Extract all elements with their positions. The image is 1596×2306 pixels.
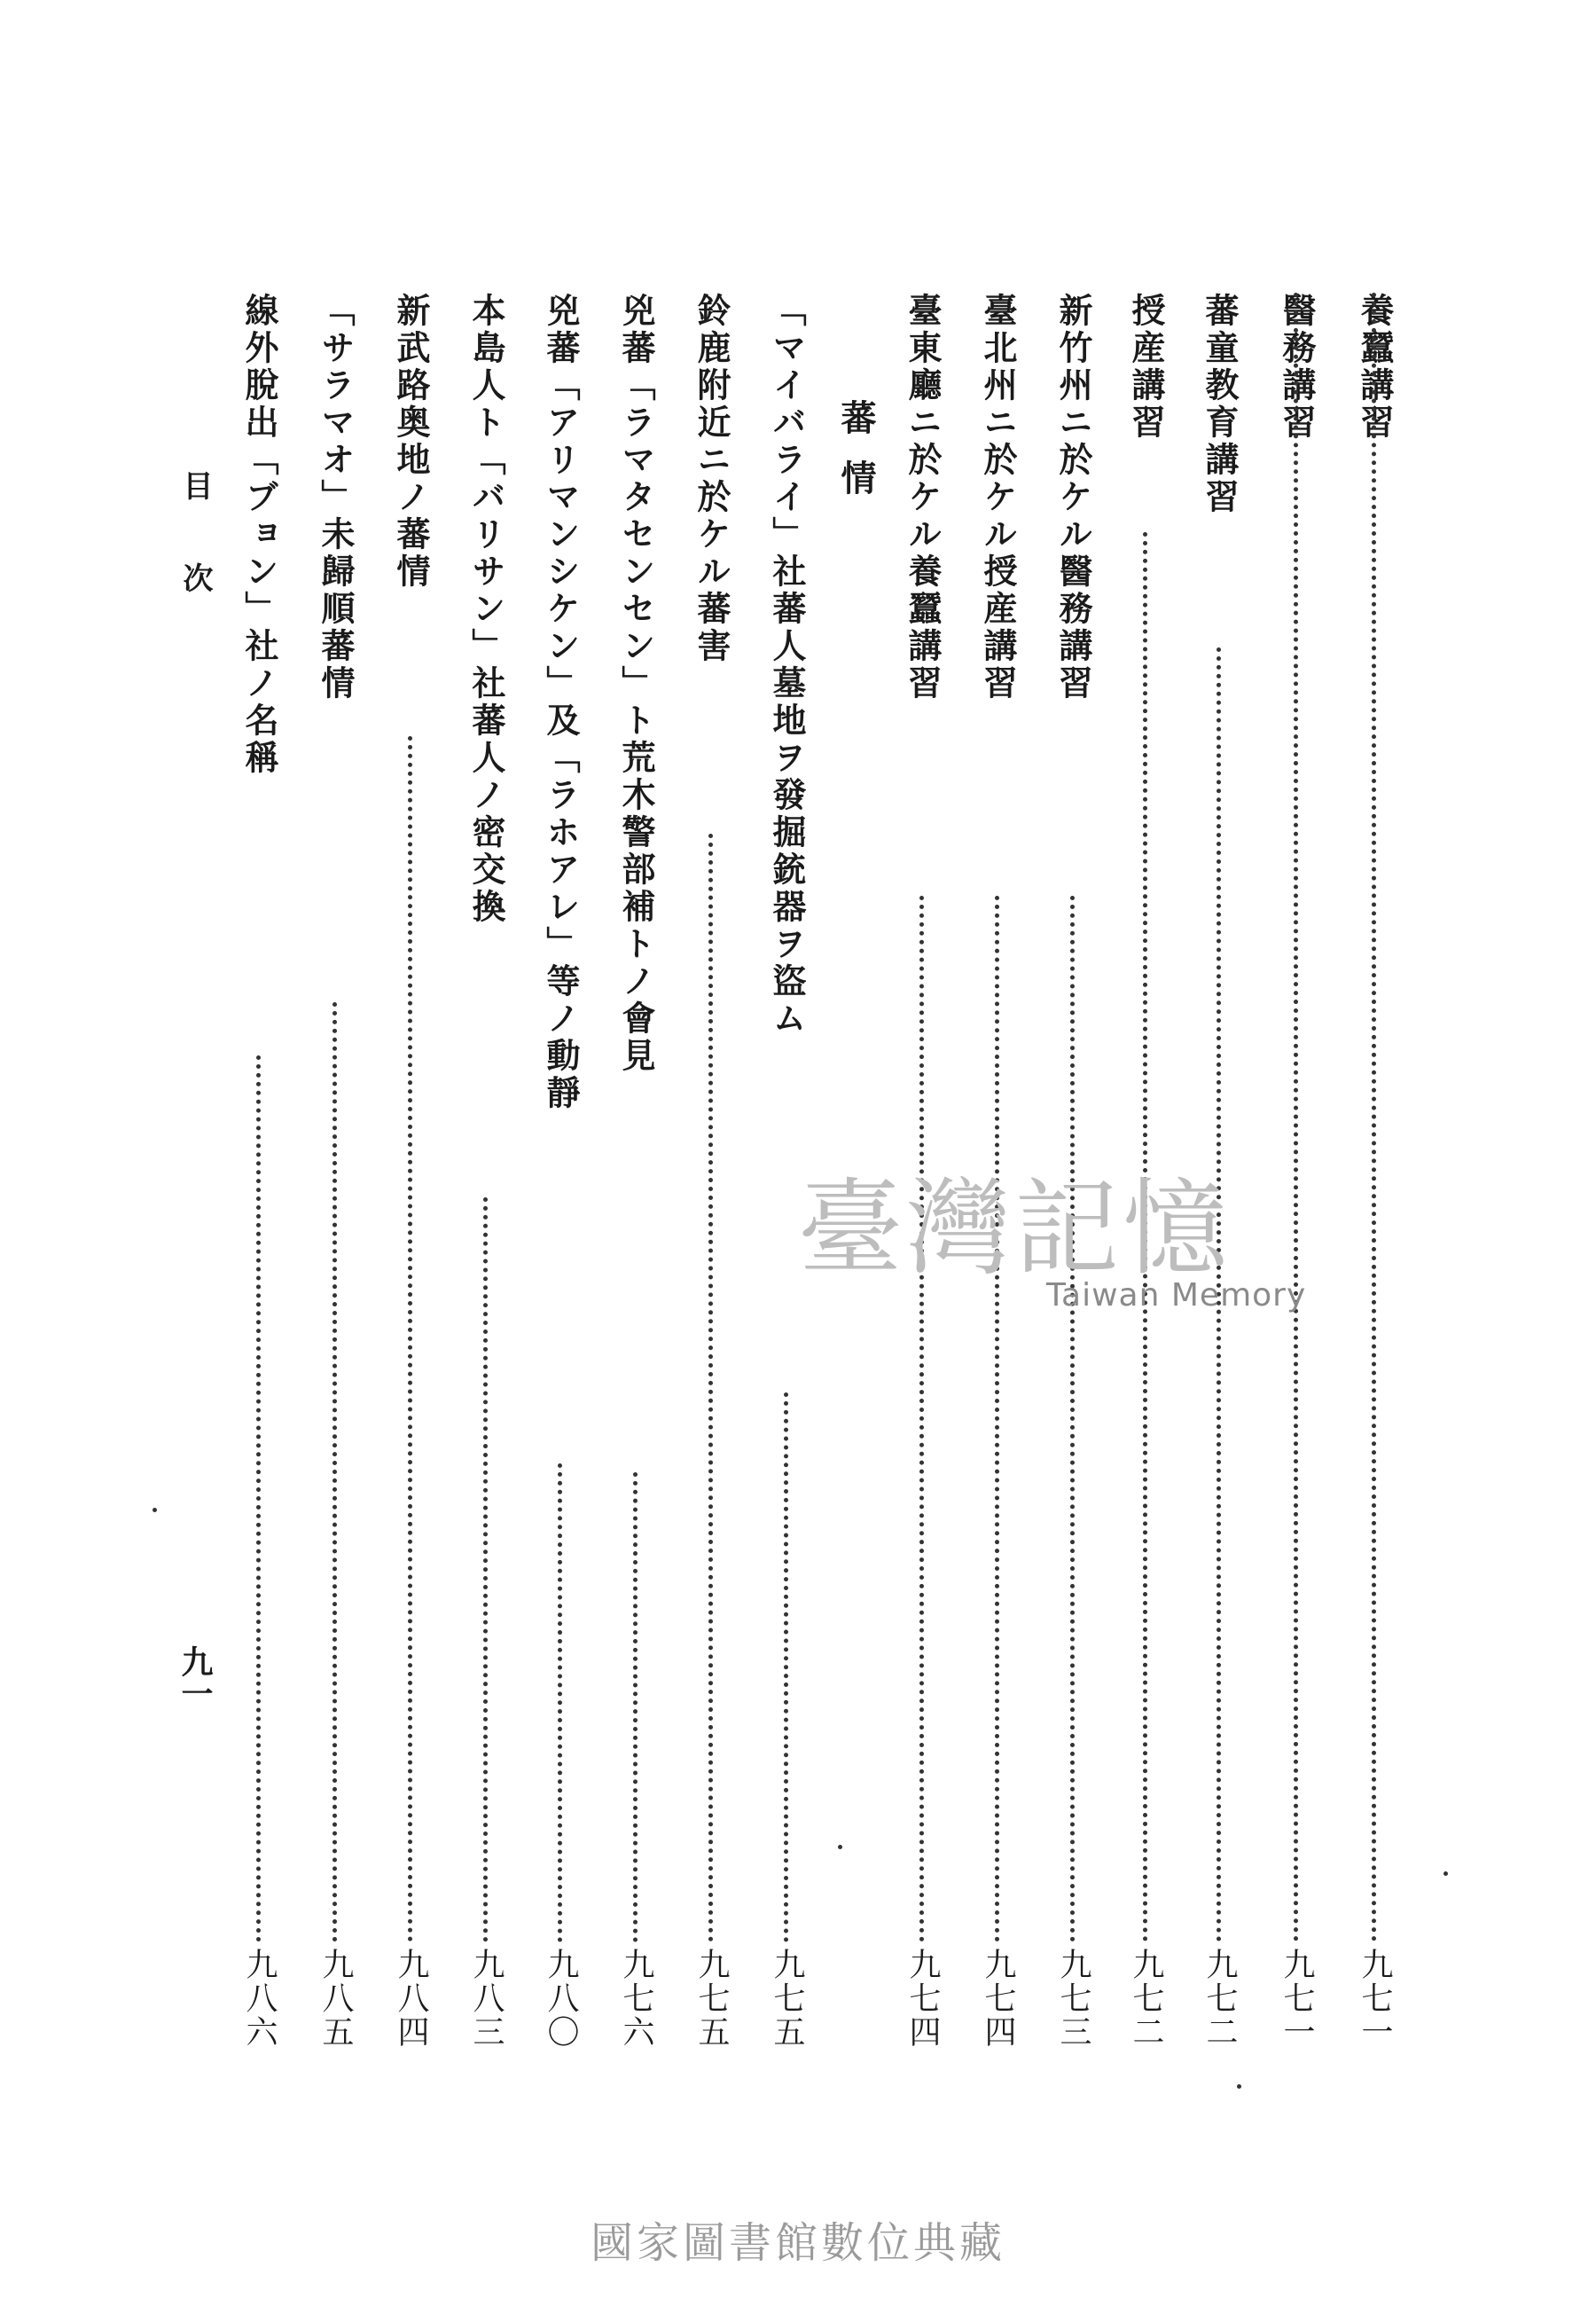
entry-page-number: 九七五 [760,1948,813,2049]
taiwan-memory-watermark [789,1144,1307,1339]
dot-leader [483,1197,488,1942]
entry-title: 「マイバライ」社蕃人墓地ヲ發掘銃器ヲ盜ム [767,293,807,1038]
footer-credit: 國家圖書館數位典藏 [590,2218,1005,2268]
entry-page-number: 九七六 [609,1948,662,2049]
scan-speck [838,1845,842,1849]
entry-page-number: 九八〇 [534,1948,587,2049]
scan-speck [1443,1871,1448,1876]
entry-title: 臺北州ニ於ケル授産講習 [978,293,1018,702]
running-head: 目次 [177,470,213,655]
entry-title: 臺東廳ニ於ケル養蠶講習 [903,293,943,702]
toc-entry[interactable] [232,293,286,2049]
entry-title: 兇蕃「ラマタセンセン」ト荒木警部補トノ會見 [616,293,656,1075]
entry-page-number: 九七五 [685,1948,738,2049]
entry-title: 「サラマオ」未歸順蕃情 [316,293,356,702]
scan-speck [1237,2084,1241,2089]
entry-title: 鈴鹿附近ニ於ケル蕃害 [692,293,732,665]
entry-page-number: 九七二 [1193,1948,1246,2049]
toc-entry[interactable] [459,293,512,2049]
entry-page-number: 九七一 [1270,1948,1323,2049]
entry-title: 蕃童教育講習 [1200,293,1240,516]
entry-title: 線外脫出「ブョン」社ノ名稱 [239,293,279,777]
dot-leader [708,834,713,1942]
entry-page-number: 九八六 [232,1948,286,2049]
watermark-title: 臺灣記憶 [798,1167,1232,1290]
entry-page-number: 九八四 [384,1948,437,2049]
dot-leader [558,1463,562,1942]
toc-entry[interactable] [534,293,587,2049]
entry-title: 本島人ト「バリサン」社蕃人ノ密交換 [466,293,506,926]
dot-leader [919,896,924,1942]
entry-title: 兇蕃「アリマンシケン」及「ラホアレ」等ノ動靜 [541,293,581,1112]
dot-leader [1070,896,1075,1942]
entry-title: 新武路奥地ノ蕃情 [391,293,431,591]
toc-entry[interactable] [309,293,362,2049]
entry-page-number: 九八五 [309,1948,362,2049]
entry-page-number: 九七四 [971,1948,1024,2049]
entry-title: 養蠶講習 [1355,293,1395,442]
toc-entry[interactable] [384,293,437,2049]
entry-title: 新竹州ニ於ケル醫務講習 [1053,293,1093,702]
dot-leader [1372,293,1376,1942]
dot-leader [332,1002,337,1942]
entry-page-number: 九七三 [1046,1948,1099,2049]
toc-entry[interactable] [685,293,738,2049]
section-heading: 蕃情 [835,399,877,520]
entry-title: 醫務講習 [1277,293,1317,442]
entry-page-number: 九七一 [1348,1948,1401,2049]
dot-leader [408,736,412,1942]
watermark-subtitle: Taiwan Memory [1046,1277,1307,1314]
dot-leader [995,896,999,1942]
dot-leader [633,1472,638,1942]
entry-page-number: 九七二 [1119,1948,1172,2049]
entry-title: 授産講習 [1126,293,1166,442]
toc-entry[interactable] [609,293,662,2049]
folio-page-number: 九一 [176,1645,214,1709]
entry-page-number: 九七四 [896,1948,949,2049]
entry-page-number: 九八三 [459,1948,512,2049]
toc-entry[interactable] [1348,293,1401,2049]
dot-leader [256,1055,261,1942]
dot-leader [784,1392,788,1942]
scan-speck [153,1508,157,1512]
dot-leader [1294,293,1298,1942]
